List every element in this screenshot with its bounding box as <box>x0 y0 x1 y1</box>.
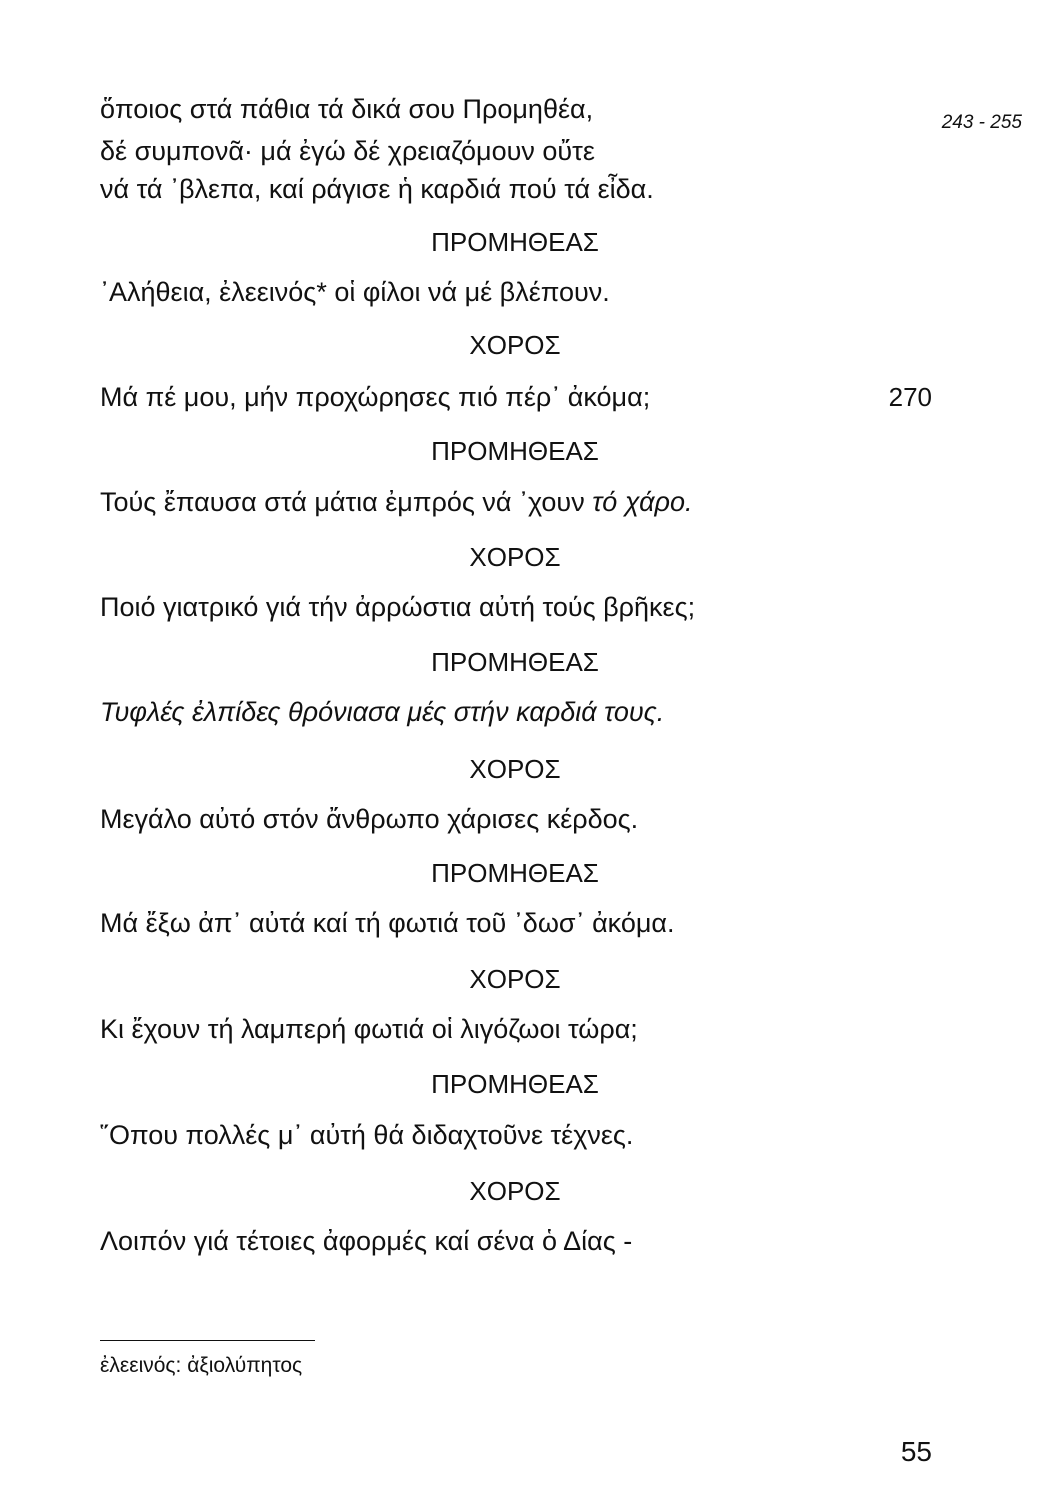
verse-line: νά τά ᾿βλεπα, καί ράγισε ἡ καρδιά πού τά εἶδα. <box>100 174 654 204</box>
speaker-prometheus: ΠΡΟΜΗΘΕΑΣ <box>431 436 599 466</box>
margin-line-reference: 243 - 255 <box>941 112 1022 133</box>
speaker-chorus: ΧΟΡΟΣ <box>469 754 561 784</box>
speaker-prometheus: ΠΡΟΜΗΘΕΑΣ <box>431 647 599 677</box>
line-number: 270 <box>888 382 932 412</box>
speaker-prometheus: ΠΡΟΜΗΘΕΑΣ <box>431 858 599 888</box>
verse-text: Τούς ἔπαυσα στά μάτια ἐμπρός νά ᾿χουν <box>100 487 593 517</box>
verse-line <box>100 485 860 519</box>
footnote-divider <box>100 1340 315 1341</box>
verse-line: Μά πέ μου, μήν προχώρησες πιό πέρ᾿ ἀκόμα; <box>100 382 651 412</box>
verse-line: Ποιό γιατρικό γιά τήν ἀρρώστια αὐτή τούς βρῆκες; <box>100 592 696 622</box>
verse-line: ᾿Αλήθεια, ἐλεεινός* οἱ φίλοι νά μέ βλέπουν. <box>100 277 610 307</box>
verse-line: Μεγάλο αὐτό στόν ἄνθρωπο χάρισες κέρδος. <box>100 804 639 834</box>
verse-text-italic: τό χάρο. <box>592 487 693 517</box>
page-number: 55 <box>900 1436 932 1467</box>
verse-line: ῞Οπου πολλές μ᾿ αὐτή θά διδαχτοῦνε τέχνες. <box>100 1120 634 1150</box>
speaker-chorus: ΧΟΡΟΣ <box>469 1176 561 1206</box>
verse-line: Λοιπόν γιά τέτοιες ἀφορμές καί σένα ὁ Δίας - <box>100 1226 633 1256</box>
footnote: ἐλεεινός: ἀξιολύπητος <box>100 1354 303 1377</box>
speaker-chorus: ΧΟΡΟΣ <box>469 330 561 360</box>
verse-line: δέ συμπονᾶ· μά ἐγώ δέ χρειαζόμουν οὔτε <box>100 136 595 166</box>
speaker-chorus: ΧΟΡΟΣ <box>469 542 561 572</box>
speaker-prometheus: ΠΡΟΜΗΘΕΑΣ <box>431 227 599 257</box>
verse-line-italic: Τυφλές ἐλπίδες θρόνιασα μές στήν καρδιά τους. <box>100 697 665 727</box>
verse-line: Μά ἔξω ἀπ᾿ αὐτά καί τή φωτιά τοῦ ᾿δωσ᾿ ἀκόμα. <box>100 908 675 938</box>
speaker-chorus: ΧΟΡΟΣ <box>469 964 561 994</box>
verse-line: Κι ἔχουν τή λαμπερή φωτιά οἱ λιγόζωοι τώρα; <box>100 1014 638 1044</box>
speaker-prometheus: ΠΡΟΜΗΘΕΑΣ <box>431 1069 599 1099</box>
verse-line: ὅποιος στά πάθια τά δικά σου Προμηθέα, <box>100 94 594 124</box>
